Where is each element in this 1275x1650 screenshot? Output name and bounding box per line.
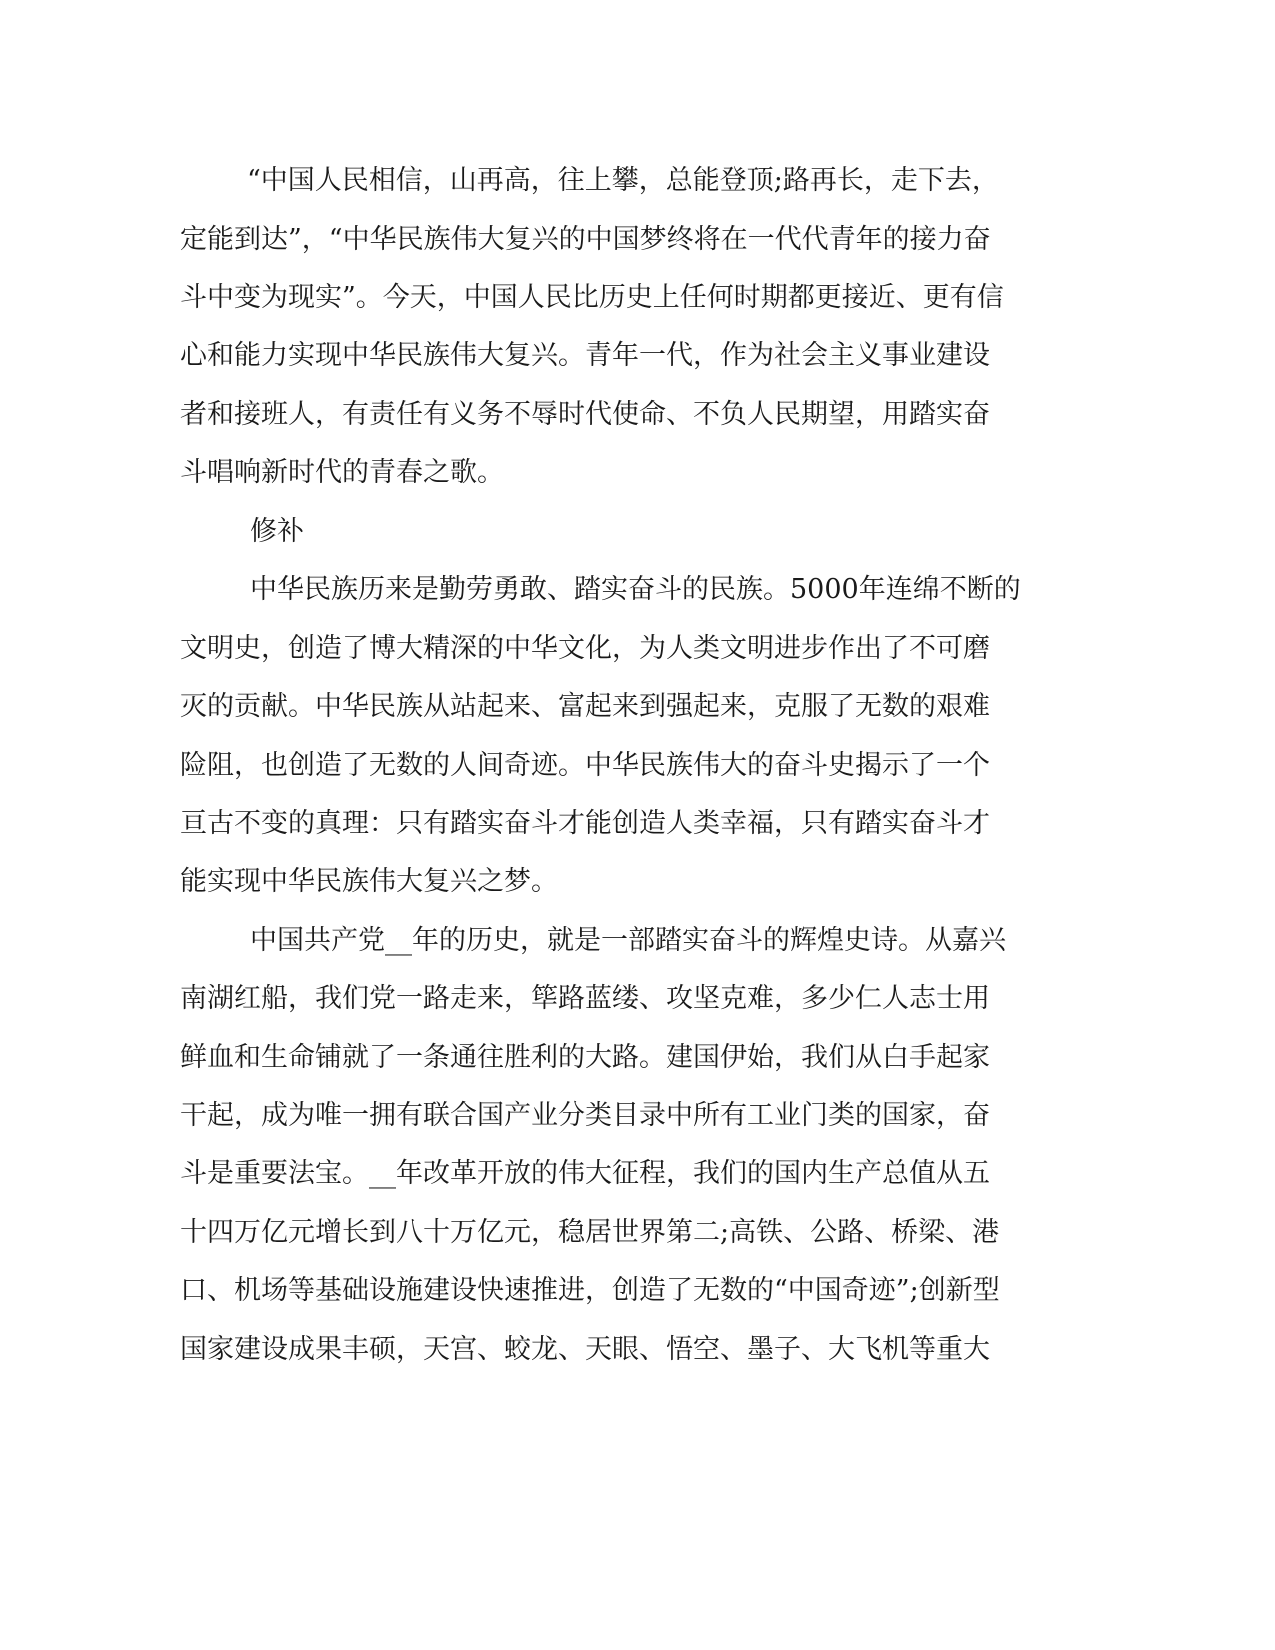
- paragraph-line: 心和能力实现中华民族伟大复兴。青年一代，作为社会主义事业建设: [180, 340, 990, 371]
- paragraph-line: 定能到达”，“中华民族伟大复兴的中国梦终将在一代代青年的接力奋: [180, 224, 991, 255]
- paragraph-line: 者和接班人，有责任有义务不辱时代使命、不负人民期望，用踏实奋: [180, 399, 990, 430]
- paragraph-line: 中华民族历来是勤劳勇敢、踏实奋斗的民族。5000年连绵不断的: [250, 574, 1021, 605]
- paragraph-line: 口、机场等基础设施建设快速推进，创造了无数的“中国奇迹”;创新型: [180, 1275, 1000, 1306]
- paragraph-line: 文明史，创造了博大精深的中华文化，为人类文明进步作出了不可磨: [180, 633, 990, 664]
- paragraph-line: 灭的贡献。中华民族从站起来、富起来到强起来，克服了无数的艰难: [180, 691, 990, 722]
- paragraph-line: 南湖红船，我们党一路走来，筚路蓝缕、攻坚克难，多少仁人志士用: [180, 983, 990, 1014]
- paragraph-line: 斗唱响新时代的青春之歌。: [180, 457, 504, 488]
- paragraph-line: 国家建设成果丰硕，天宫、蛟龙、天眼、悟空、墨子、大飞机等重大: [180, 1334, 990, 1365]
- paragraph-line: 斗中变为现实”。今天，中国人民比历史上任何时期都更接近、更有信: [180, 282, 1004, 313]
- section-heading: 修补: [250, 516, 304, 547]
- paragraph-line: 能实现中华民族伟大复兴之梦。: [180, 866, 558, 897]
- paragraph-line: “中国人民相信，山再高，往上攀，总能登顶;路再长，走下去，: [247, 165, 999, 196]
- paragraph-line: 险阻，也创造了无数的人间奇迹。中华民族伟大的奋斗史揭示了一个: [180, 750, 990, 781]
- paragraph-line: 中国共产党__年的历史，就是一部踏实奋斗的辉煌史诗。从嘉兴: [250, 925, 1006, 956]
- paragraph-line: 斗是重要法宝。__年改革开放的伟大征程，我们的国内生产总值从五: [180, 1158, 990, 1189]
- paragraph-line: 鲜血和生命铺就了一条通往胜利的大路。建国伊始，我们从白手起家: [180, 1042, 990, 1073]
- paragraph-line: 亘古不变的真理：只有踏实奋斗才能创造人类幸福，只有踏实奋斗才: [180, 808, 990, 839]
- paragraph-line: 干起，成为唯一拥有联合国产业分类目录中所有工业门类的国家，奋: [180, 1100, 990, 1131]
- paragraph-line: 十四万亿元增长到八十万亿元，稳居世界第二;高铁、公路、桥梁、港: [180, 1217, 1000, 1248]
